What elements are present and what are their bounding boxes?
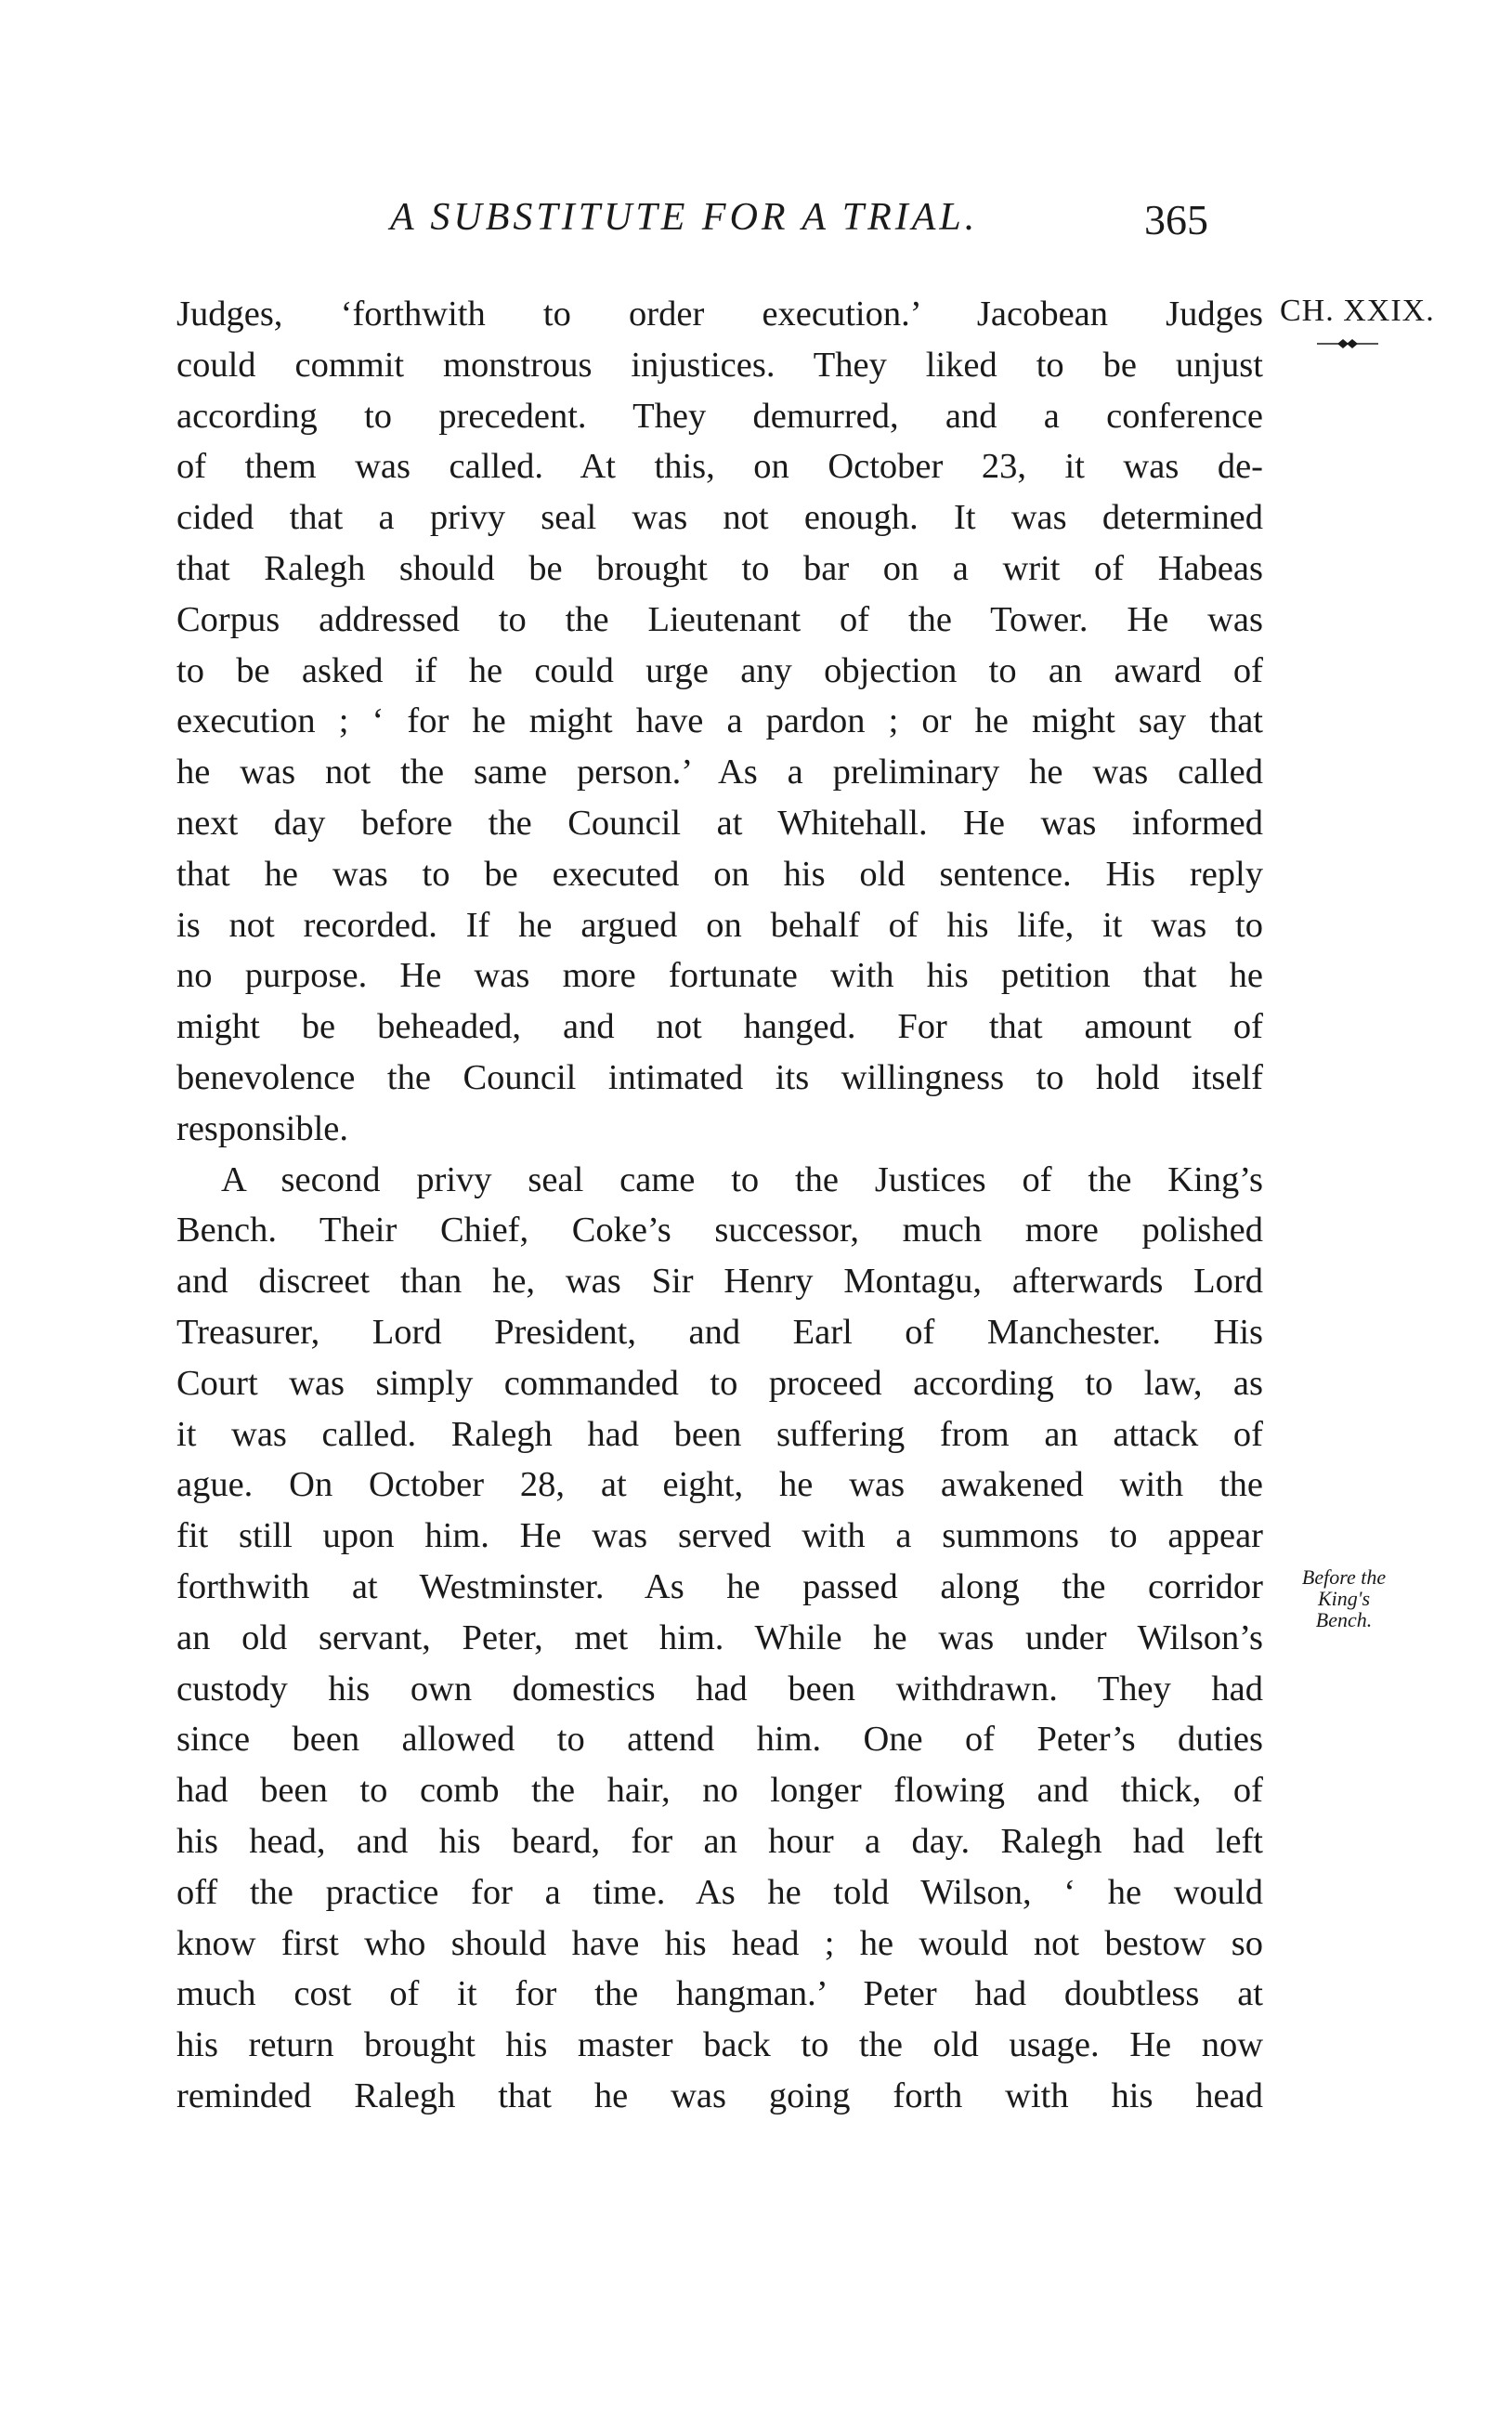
page-number: 365 [1144, 196, 1208, 243]
text-line: that he was to be executed on his old sentence. His reply [176, 854, 1263, 894]
text-line: responsible. [176, 1108, 348, 1148]
text-line: had been to comb the hair, no longer flowing and thick, of [176, 1771, 1263, 1811]
text-line: according to precedent. They demurred, and a conference [176, 396, 1263, 436]
side-note-line: Bench. [1315, 1608, 1373, 1631]
text-line: he was not the same person.’ As a preliminary he was called [176, 753, 1263, 792]
text-line: could commit monstrous injustices. They liked to be unjust [176, 345, 1263, 385]
text-line: might be beheaded, and not hanged. For that amount of [176, 1007, 1263, 1047]
text-line: reminded Ralegh that he was going forth with his head [176, 2075, 1263, 2115]
text-line: it was called. Ralegh had been suffering from an attack of [176, 1414, 1263, 1454]
text-line: Judges, ‘forthwith to order execution.’ Jacobean Judges [176, 295, 1263, 334]
text-line: know first who should have his head ; he would not bestow so [176, 1923, 1263, 1963]
side-note-line: Before the [1301, 1565, 1387, 1589]
text-line: is not recorded. If he argued on behalf of his life, it was to [176, 905, 1263, 945]
text-line: benevolence the Council intimated its willingness to hold itself [176, 1057, 1263, 1097]
side-note-line: King's [1317, 1587, 1371, 1610]
text-line: forthwith at Westminster. As he passed along the corridor [176, 1566, 1263, 1606]
text-line: no purpose. He was more fortunate with his petition that he [176, 956, 1263, 996]
text-line: and discreet than he, was Sir Henry Montagu, afterwards Lord [176, 1262, 1263, 1302]
paragraph [176, 289, 1263, 1155]
text-line: Corpus addressed to the Lieutenant of the Tower. He was [176, 599, 1263, 639]
text-line: much cost of it for the hangman.’ Peter had doubtless at [176, 1974, 1263, 2014]
text-line: custody his own domestics had been withdrawn. They had [176, 1669, 1263, 1709]
paragraph [176, 1155, 1263, 2122]
body-text [176, 289, 1263, 2122]
text-line: since been allowed to attend him. One of Peter’s duties [176, 1720, 1263, 1760]
header-title: A SUBSTITUTE FOR A TRIAL. [390, 196, 979, 239]
text-line: next day before the Council at Whitehall. He was informed [176, 803, 1263, 843]
text-line: to be asked if he could urge any objection to an award of [176, 650, 1263, 690]
text-line: his return brought his master back to the old usage. He now [176, 2025, 1263, 2065]
text-line: off the practice for a time. As he told Wilson, ‘ he would [176, 1872, 1263, 1912]
text-line: A second privy seal came to the Justices of the King’s [221, 1159, 1263, 1199]
text-line: of them was called. At this, on October 23, it was de- [176, 447, 1263, 487]
text-line: that Ralegh should be brought to bar on a writ of Habeas [176, 548, 1263, 588]
text-line: Bench. Their Chief, Coke’s successor, much more polished [176, 1211, 1263, 1250]
text-line: Treasurer, Lord President, and Earl of Manchester. His [176, 1312, 1263, 1352]
text-line: an old servant, Peter, met him. While he was under Wilson’s [176, 1617, 1263, 1657]
text-line: Court was simply commanded to proceed according to law, as [176, 1363, 1263, 1403]
double-diamond-rule-icon [1317, 336, 1378, 351]
side-note [1274, 1566, 1414, 1630]
text-line: execution ; ‘ for he might have a pardon ; or he might say that [176, 701, 1263, 741]
chapter-marker: CH. XXIX. [1280, 294, 1435, 328]
text-line: fit still upon him. He was served with a summons to appear [176, 1516, 1263, 1556]
text-line: his head, and his beard, for an hour a day. Ralegh had left [176, 1821, 1263, 1861]
text-line: ague. On October 28, at eight, he was awakened with the [176, 1465, 1263, 1505]
text-line: cided that a privy seal was not enough. It was determined [176, 498, 1263, 538]
